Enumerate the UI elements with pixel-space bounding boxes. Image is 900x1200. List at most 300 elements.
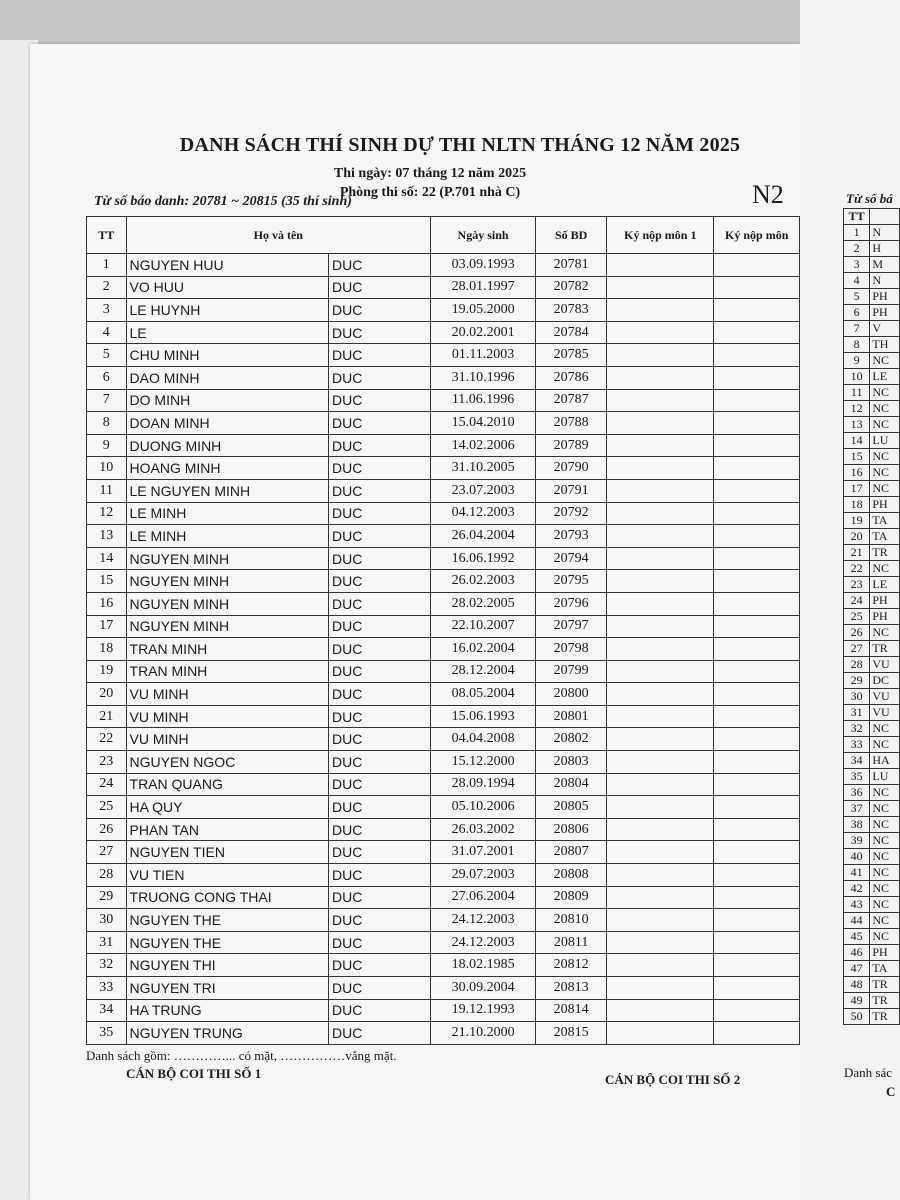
candidate-dob: 30.09.2004 <box>431 977 536 1000</box>
header-tt: TT <box>87 217 127 254</box>
candidate-sbd: 20796 <box>536 592 607 615</box>
adjacent-row <box>844 321 900 337</box>
adjacent-row-name: NC <box>870 401 900 417</box>
sign-cell-2[interactable] <box>714 366 800 389</box>
candidate-sbd: 20785 <box>536 344 607 367</box>
adjacent-row-name: VU <box>870 705 900 721</box>
row-number: 11 <box>87 479 127 502</box>
sign-cell-2[interactable] <box>714 954 800 977</box>
candidate-name: NGUYEN MINH <box>126 615 328 638</box>
adjacent-row-number: 33 <box>844 737 870 753</box>
candidate-dob: 24.12.2003 <box>431 909 536 932</box>
sign-cell-2[interactable] <box>714 434 800 457</box>
candidate-dob: 04.12.2003 <box>431 502 536 525</box>
sign-cell-2[interactable] <box>714 728 800 751</box>
adjacent-row-name: NC <box>870 817 900 833</box>
table-row <box>87 999 800 1022</box>
adjacent-row-number: 45 <box>844 929 870 945</box>
adjacent-row-name: TR <box>870 641 900 657</box>
adjacent-row-number: 7 <box>844 321 870 337</box>
candidate-name: NGUYEN THE <box>126 931 328 954</box>
adjacent-row-number: 30 <box>844 689 870 705</box>
adjacent-row-name: PH <box>870 593 900 609</box>
sign-cell-1[interactable] <box>607 954 714 977</box>
row-number: 34 <box>87 999 127 1022</box>
adjacent-row-name: TR <box>870 993 900 1009</box>
table-row <box>87 954 800 977</box>
adjacent-header-name <box>870 209 900 225</box>
candidate-given-name: DUC <box>328 886 430 909</box>
candidate-sbd: 20789 <box>536 434 607 457</box>
adjacent-row <box>844 545 900 561</box>
adjacent-header-row <box>844 209 900 225</box>
sign-cell-1[interactable] <box>607 479 714 502</box>
adjacent-row <box>844 705 900 721</box>
adjacent-row-number: 24 <box>844 593 870 609</box>
row-number: 28 <box>87 864 127 887</box>
candidate-given-name: DUC <box>328 525 430 548</box>
adjacent-row-number: 10 <box>844 369 870 385</box>
adjacent-row-number: 37 <box>844 801 870 817</box>
adjacent-row-number: 42 <box>844 881 870 897</box>
adjacent-row-number: 15 <box>844 449 870 465</box>
sign-cell-1[interactable] <box>607 615 714 638</box>
candidate-name: NGUYEN MINH <box>126 570 328 593</box>
sign-cell-1[interactable] <box>607 547 714 570</box>
candidate-given-name: DUC <box>328 1022 430 1045</box>
sign-cell-2[interactable] <box>714 841 800 864</box>
candidate-sbd: 20791 <box>536 479 607 502</box>
candidate-name: TRUONG CONG THAI <box>126 886 328 909</box>
adjacent-row-number: 41 <box>844 865 870 881</box>
sign-cell-2[interactable] <box>714 276 800 299</box>
table-row <box>87 796 800 819</box>
sign-cell-2[interactable] <box>714 977 800 1000</box>
sign-cell-1[interactable] <box>607 864 714 887</box>
header-sign-2: Ký nộp môn <box>714 217 800 254</box>
sign-cell-1[interactable] <box>607 638 714 661</box>
sign-cell-1[interactable] <box>607 321 714 344</box>
sign-cell-1[interactable] <box>607 276 714 299</box>
adjacent-row-number: 1 <box>844 225 870 241</box>
candidate-name: TRAN QUANG <box>126 773 328 796</box>
sign-cell-2[interactable] <box>714 321 800 344</box>
table-row <box>87 389 800 412</box>
sign-cell-1[interactable] <box>607 457 714 480</box>
adjacent-signature: C <box>886 1084 896 1099</box>
adjacent-row-number: 36 <box>844 785 870 801</box>
candidate-name: LE MINH <box>126 525 328 548</box>
candidate-sbd: 20783 <box>536 299 607 322</box>
row-number: 7 <box>87 389 127 412</box>
row-number: 9 <box>87 434 127 457</box>
candidate-name: LE NGUYEN MINH <box>126 479 328 502</box>
table-row <box>87 909 800 932</box>
table-row <box>87 276 800 299</box>
row-number: 30 <box>87 909 127 932</box>
row-number: 14 <box>87 547 127 570</box>
row-number: 8 <box>87 412 127 435</box>
main-sheet <box>30 44 800 1200</box>
candidate-dob: 22.10.2007 <box>431 615 536 638</box>
adjacent-row-name: NC <box>870 849 900 865</box>
table-row <box>87 592 800 615</box>
table-row <box>87 412 800 435</box>
sign-cell-2[interactable] <box>714 864 800 887</box>
candidate-sbd: 20815 <box>536 1022 607 1045</box>
adjacent-row-name: N <box>870 225 900 241</box>
row-number: 16 <box>87 592 127 615</box>
candidate-sbd: 20809 <box>536 886 607 909</box>
sign-cell-2[interactable] <box>714 1022 800 1045</box>
adjacent-footer: Danh sác <box>844 1065 893 1080</box>
candidate-name: NGUYEN MINH <box>126 592 328 615</box>
adjacent-row <box>844 513 900 529</box>
candidate-name: VU MINH <box>126 705 328 728</box>
table-row <box>87 773 800 796</box>
sign-cell-1[interactable] <box>607 299 714 322</box>
sign-cell-2[interactable] <box>714 638 800 661</box>
candidate-sbd: 20784 <box>536 321 607 344</box>
top-right-paper <box>800 0 900 38</box>
adjacent-row <box>844 1009 900 1025</box>
sign-cell-2[interactable] <box>714 592 800 615</box>
adjacent-row <box>844 849 900 865</box>
adjacent-rows <box>844 209 900 1025</box>
candidate-name: LE <box>126 321 328 344</box>
adjacent-row-number: 47 <box>844 961 870 977</box>
adjacent-row-name: PH <box>870 305 900 321</box>
adjacent-row-name: NC <box>870 897 900 913</box>
adjacent-row-number: 13 <box>844 417 870 433</box>
adjacent-row <box>844 561 900 577</box>
sign-cell-2[interactable] <box>714 751 800 774</box>
candidate-name: NGUYEN TIEN <box>126 841 328 864</box>
candidate-given-name: DUC <box>328 412 430 435</box>
candidate-dob: 31.10.2005 <box>431 457 536 480</box>
adjacent-row-name: NC <box>870 465 900 481</box>
adjacent-row <box>844 593 900 609</box>
adjacent-row <box>844 913 900 929</box>
adjacent-sheet <box>800 38 900 1200</box>
candidate-dob: 29.07.2003 <box>431 864 536 887</box>
sign-cell-2[interactable] <box>714 886 800 909</box>
sign-cell-1[interactable] <box>607 999 714 1022</box>
table-row <box>87 502 800 525</box>
sign-cell-1[interactable] <box>607 977 714 1000</box>
candidate-dob: 16.06.1992 <box>431 547 536 570</box>
sign-cell-1[interactable] <box>607 525 714 548</box>
adjacent-row-name: TA <box>870 513 900 529</box>
candidate-name: LE MINH <box>126 502 328 525</box>
candidate-sbd: 20806 <box>536 818 607 841</box>
adjacent-row-number: 23 <box>844 577 870 593</box>
candidate-dob: 31.10.1996 <box>431 366 536 389</box>
sign-cell-1[interactable] <box>607 909 714 932</box>
sign-cell-2[interactable] <box>714 412 800 435</box>
candidate-sbd: 20793 <box>536 525 607 548</box>
adjacent-row-name: NC <box>870 865 900 881</box>
sign-cell-2[interactable] <box>714 931 800 954</box>
candidate-dob: 26.03.2002 <box>431 818 536 841</box>
row-number: 33 <box>87 977 127 1000</box>
sign-cell-2[interactable] <box>714 479 800 502</box>
sign-cell-1[interactable] <box>607 434 714 457</box>
sign-cell-1[interactable] <box>607 796 714 819</box>
sign-cell-1[interactable] <box>607 344 714 367</box>
adjacent-row <box>844 833 900 849</box>
adjacent-row-name: NC <box>870 721 900 737</box>
adjacent-row-name: TR <box>870 1009 900 1025</box>
sign-cell-2[interactable] <box>714 547 800 570</box>
candidate-dob: 11.06.1996 <box>431 389 536 412</box>
adjacent-row <box>844 865 900 881</box>
adjacent-row-number: 44 <box>844 913 870 929</box>
candidate-name: HOANG MINH <box>126 457 328 480</box>
header-sbd: Số BD <box>536 217 607 254</box>
candidate-dob: 28.02.2005 <box>431 592 536 615</box>
sign-cell-2[interactable] <box>714 502 800 525</box>
candidate-sbd: 20788 <box>536 412 607 435</box>
candidate-sbd: 20782 <box>536 276 607 299</box>
adjacent-row <box>844 689 900 705</box>
row-number: 24 <box>87 773 127 796</box>
candidate-name: VU TIEN <box>126 864 328 887</box>
adjacent-row-number: 29 <box>844 673 870 689</box>
table-row <box>87 299 800 322</box>
candidate-given-name: DUC <box>328 276 430 299</box>
candidate-dob: 16.02.2004 <box>431 638 536 661</box>
adjacent-row-number: 20 <box>844 529 870 545</box>
sign-cell-1[interactable] <box>607 502 714 525</box>
adjacent-row-number: 25 <box>844 609 870 625</box>
adjacent-row-name: TH <box>870 337 900 353</box>
candidate-given-name: DUC <box>328 434 430 457</box>
candidate-given-name: DUC <box>328 954 430 977</box>
sign-cell-1[interactable] <box>607 570 714 593</box>
candidate-sbd: 20800 <box>536 683 607 706</box>
sign-cell-1[interactable] <box>607 366 714 389</box>
candidate-dob: 03.09.1993 <box>431 254 536 277</box>
exam-room: Phòng thi số: 22 (P.701 nhà C) <box>339 185 521 200</box>
candidate-given-name: DUC <box>328 728 430 751</box>
candidate-dob: 26.04.2004 <box>431 525 536 548</box>
table-row <box>87 615 800 638</box>
sign-cell-1[interactable] <box>607 412 714 435</box>
candidate-name: NGUYEN TRUNG <box>126 1022 328 1045</box>
sign-cell-1[interactable] <box>607 931 714 954</box>
adjacent-row-number: 31 <box>844 705 870 721</box>
candidate-dob: 23.07.2003 <box>431 479 536 502</box>
candidate-dob: 15.04.2010 <box>431 412 536 435</box>
candidate-dob: 15.06.1993 <box>431 705 536 728</box>
adjacent-row <box>844 929 900 945</box>
candidate-dob: 31.07.2001 <box>431 841 536 864</box>
adjacent-row <box>844 673 900 689</box>
candidate-dob: 15.12.2000 <box>431 751 536 774</box>
table-row <box>87 660 800 683</box>
sign-cell-2[interactable] <box>714 344 800 367</box>
candidate-name: LE HUYNH <box>126 299 328 322</box>
adjacent-row-number: 27 <box>844 641 870 657</box>
sign-cell-2[interactable] <box>714 457 800 480</box>
adjacent-table <box>843 208 900 1025</box>
sign-cell-1[interactable] <box>607 751 714 774</box>
candidate-dob: 19.05.2000 <box>431 299 536 322</box>
row-number: 2 <box>87 276 127 299</box>
candidate-given-name: DUC <box>328 502 430 525</box>
sign-cell-1[interactable] <box>607 886 714 909</box>
candidate-name: NGUYEN TRI <box>126 977 328 1000</box>
sign-cell-2[interactable] <box>714 999 800 1022</box>
candidate-dob: 28.01.1997 <box>431 276 536 299</box>
adjacent-row-name: HA <box>870 753 900 769</box>
table-header-row <box>87 217 800 254</box>
candidate-sbd: 20804 <box>536 773 607 796</box>
adjacent-row-number: 2 <box>844 241 870 257</box>
table-row <box>87 479 800 502</box>
sign-cell-1[interactable] <box>607 818 714 841</box>
candidate-given-name: DUC <box>328 751 430 774</box>
row-number: 32 <box>87 954 127 977</box>
adjacent-row <box>844 449 900 465</box>
adjacent-header-tt: TT <box>844 209 870 225</box>
candidate-name: DOAN MINH <box>126 412 328 435</box>
adjacent-row <box>844 481 900 497</box>
adjacent-row-name: NC <box>870 737 900 753</box>
sign-cell-2[interactable] <box>714 796 800 819</box>
adjacent-row-name: NC <box>870 353 900 369</box>
adjacent-row-number: 43 <box>844 897 870 913</box>
sign-cell-2[interactable] <box>714 615 800 638</box>
candidate-name: HA QUY <box>126 796 328 819</box>
adjacent-row <box>844 257 900 273</box>
adjacent-row <box>844 337 900 353</box>
adjacent-row-number: 21 <box>844 545 870 561</box>
adjacent-row-number: 26 <box>844 625 870 641</box>
adjacent-row-number: 39 <box>844 833 870 849</box>
sign-cell-2[interactable] <box>714 818 800 841</box>
table-row <box>87 457 800 480</box>
adjacent-row-name: VU <box>870 689 900 705</box>
table-row <box>87 886 800 909</box>
candidate-sbd: 20811 <box>536 931 607 954</box>
sign-cell-1[interactable] <box>607 254 714 277</box>
sign-cell-1[interactable] <box>607 660 714 683</box>
adjacent-row-number: 11 <box>844 385 870 401</box>
adjacent-row-name: LE <box>870 577 900 593</box>
candidate-rows <box>87 254 800 1045</box>
candidate-given-name: DUC <box>328 773 430 796</box>
row-number: 21 <box>87 705 127 728</box>
adjacent-row <box>844 225 900 241</box>
sign-cell-1[interactable] <box>607 841 714 864</box>
adjacent-row-name: NC <box>870 481 900 497</box>
adjacent-row-number: 17 <box>844 481 870 497</box>
sign-cell-1[interactable] <box>607 1022 714 1045</box>
adjacent-row-number: 3 <box>844 257 870 273</box>
sign-cell-1[interactable] <box>607 773 714 796</box>
candidate-sbd: 20813 <box>536 977 607 1000</box>
candidate-sbd: 20781 <box>536 254 607 277</box>
sign-cell-1[interactable] <box>607 683 714 706</box>
candidate-given-name: DUC <box>328 254 430 277</box>
sign-cell-2[interactable] <box>714 660 800 683</box>
background-top <box>0 0 900 48</box>
candidate-name: VO HUU <box>126 276 328 299</box>
adjacent-row-number: 14 <box>844 433 870 449</box>
sign-cell-2[interactable] <box>714 254 800 277</box>
table-row <box>87 1022 800 1045</box>
adjacent-row-name: NC <box>870 833 900 849</box>
row-number: 15 <box>87 570 127 593</box>
sign-cell-2[interactable] <box>714 909 800 932</box>
row-number: 26 <box>87 818 127 841</box>
adjacent-row <box>844 353 900 369</box>
row-number: 13 <box>87 525 127 548</box>
adjacent-row <box>844 961 900 977</box>
adjacent-row-name: PH <box>870 609 900 625</box>
sign-cell-2[interactable] <box>714 299 800 322</box>
adjacent-row-number: 6 <box>844 305 870 321</box>
sign-cell-2[interactable] <box>714 525 800 548</box>
adjacent-row-name: TA <box>870 529 900 545</box>
sign-cell-1[interactable] <box>607 389 714 412</box>
candidate-given-name: DUC <box>328 547 430 570</box>
candidate-dob: 26.02.2003 <box>431 570 536 593</box>
table-row <box>87 977 800 1000</box>
candidate-sbd: 20805 <box>536 796 607 819</box>
sign-cell-2[interactable] <box>714 705 800 728</box>
table-row <box>87 705 800 728</box>
row-number: 12 <box>87 502 127 525</box>
adjacent-row-number: 35 <box>844 769 870 785</box>
invigilator-1: CÁN BỘ COI THI SỐ 1 <box>126 1066 262 1081</box>
sign-cell-1[interactable] <box>607 592 714 615</box>
sign-cell-1[interactable] <box>607 705 714 728</box>
sign-cell-1[interactable] <box>607 728 714 751</box>
candidate-given-name: DUC <box>328 592 430 615</box>
candidate-name: NGUYEN NGOC <box>126 751 328 774</box>
candidate-sbd: 20797 <box>536 615 607 638</box>
adjacent-row <box>844 753 900 769</box>
table-row <box>87 638 800 661</box>
adjacent-row-name: NC <box>870 449 900 465</box>
sign-cell-2[interactable] <box>714 570 800 593</box>
adjacent-row-name: TA <box>870 961 900 977</box>
adjacent-row <box>844 993 900 1009</box>
adjacent-row-name: LU <box>870 769 900 785</box>
candidate-sbd: 20786 <box>536 366 607 389</box>
row-number: 19 <box>87 660 127 683</box>
sign-cell-2[interactable] <box>714 773 800 796</box>
adjacent-row <box>844 241 900 257</box>
sign-cell-2[interactable] <box>714 389 800 412</box>
candidate-name: VU MINH <box>126 683 328 706</box>
candidate-dob: 27.06.2004 <box>431 886 536 909</box>
adjacent-row <box>844 881 900 897</box>
adjacent-row-number: 9 <box>844 353 870 369</box>
adjacent-row-name: NC <box>870 625 900 641</box>
candidate-dob: 19.12.1993 <box>431 999 536 1022</box>
candidate-name: PHAN TAN <box>126 818 328 841</box>
candidate-dob: 05.10.2006 <box>431 796 536 819</box>
adjacent-row <box>844 433 900 449</box>
candidate-given-name: DUC <box>328 570 430 593</box>
adjacent-row <box>844 465 900 481</box>
candidate-given-name: DUC <box>328 479 430 502</box>
sign-cell-2[interactable] <box>714 683 800 706</box>
